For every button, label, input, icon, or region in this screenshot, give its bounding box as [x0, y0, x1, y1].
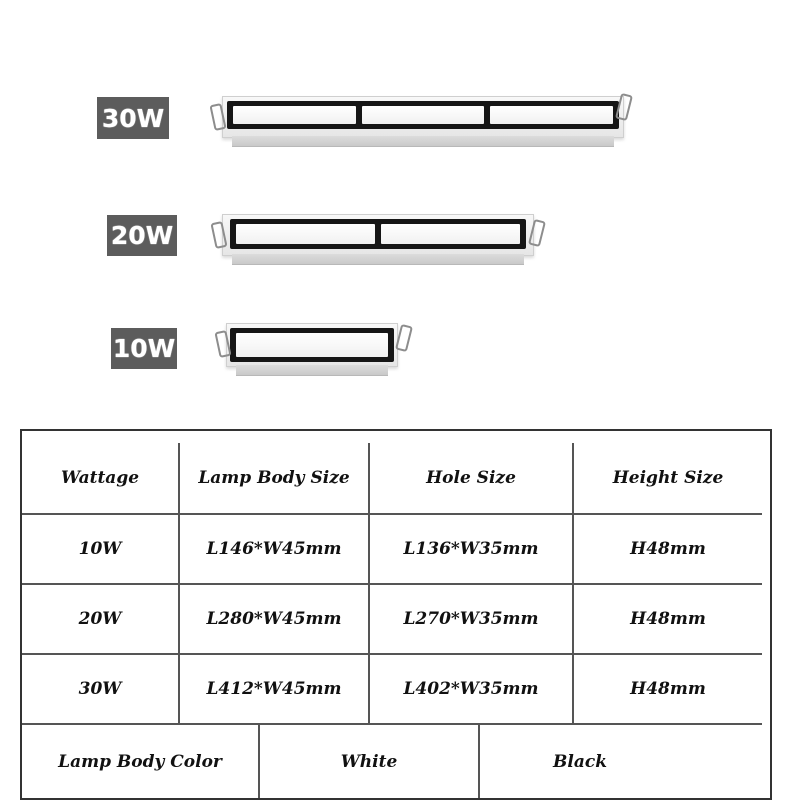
cell-color-white: White: [260, 725, 480, 798]
wattage-badge-30w: 30W: [97, 97, 169, 139]
cell-height-size: H48mm: [574, 655, 762, 725]
light-panel: [233, 106, 356, 124]
lamp-20w-panel-frame: [230, 219, 526, 249]
cell-lamp-body-size: L146*W45mm: [180, 515, 370, 585]
light-panel: [236, 333, 388, 357]
cell-height-size: H48mm: [574, 585, 762, 655]
lamp-30w-panel-frame: [227, 101, 619, 129]
lamp-20w-image: [222, 214, 534, 268]
lamp-10w-panel-frame: [230, 328, 394, 362]
header-height-size: Height Size: [574, 443, 762, 515]
light-panel: [362, 106, 485, 124]
cell-hole-size: L402*W35mm: [370, 655, 574, 725]
light-panel: [490, 106, 613, 124]
cell-lamp-body-color-label: Lamp Body Color: [22, 725, 260, 798]
cell-wattage: 30W: [22, 655, 180, 725]
cell-hole-size: L270*W35mm: [370, 585, 574, 655]
header-hole-size: Hole Size: [370, 443, 574, 515]
header-wattage: Wattage: [22, 443, 180, 515]
color-row: [22, 725, 770, 798]
cell-height-size: H48mm: [574, 515, 762, 585]
table-row: [22, 655, 770, 725]
light-panel: [381, 224, 520, 244]
cell-wattage: 20W: [22, 585, 180, 655]
lamp-30w-image: [222, 96, 624, 152]
cell-lamp-body-size: L280*W45mm: [180, 585, 370, 655]
cell-wattage: 10W: [22, 515, 180, 585]
table-row: [22, 585, 770, 655]
cell-lamp-body-size: L412*W45mm: [180, 655, 370, 725]
lamp-10w-image: [226, 323, 398, 375]
table-row: [22, 515, 770, 585]
spec-table: [20, 429, 772, 800]
cell-color-black: Black: [553, 751, 607, 772]
table-header-row: [22, 443, 770, 515]
wattage-badge-10w: 10W: [111, 328, 177, 369]
light-panel: [236, 224, 375, 244]
wattage-badge-20w: 20W: [107, 215, 177, 256]
header-lamp-body-size: Lamp Body Size: [180, 443, 370, 515]
cell-hole-size: L136*W35mm: [370, 515, 574, 585]
